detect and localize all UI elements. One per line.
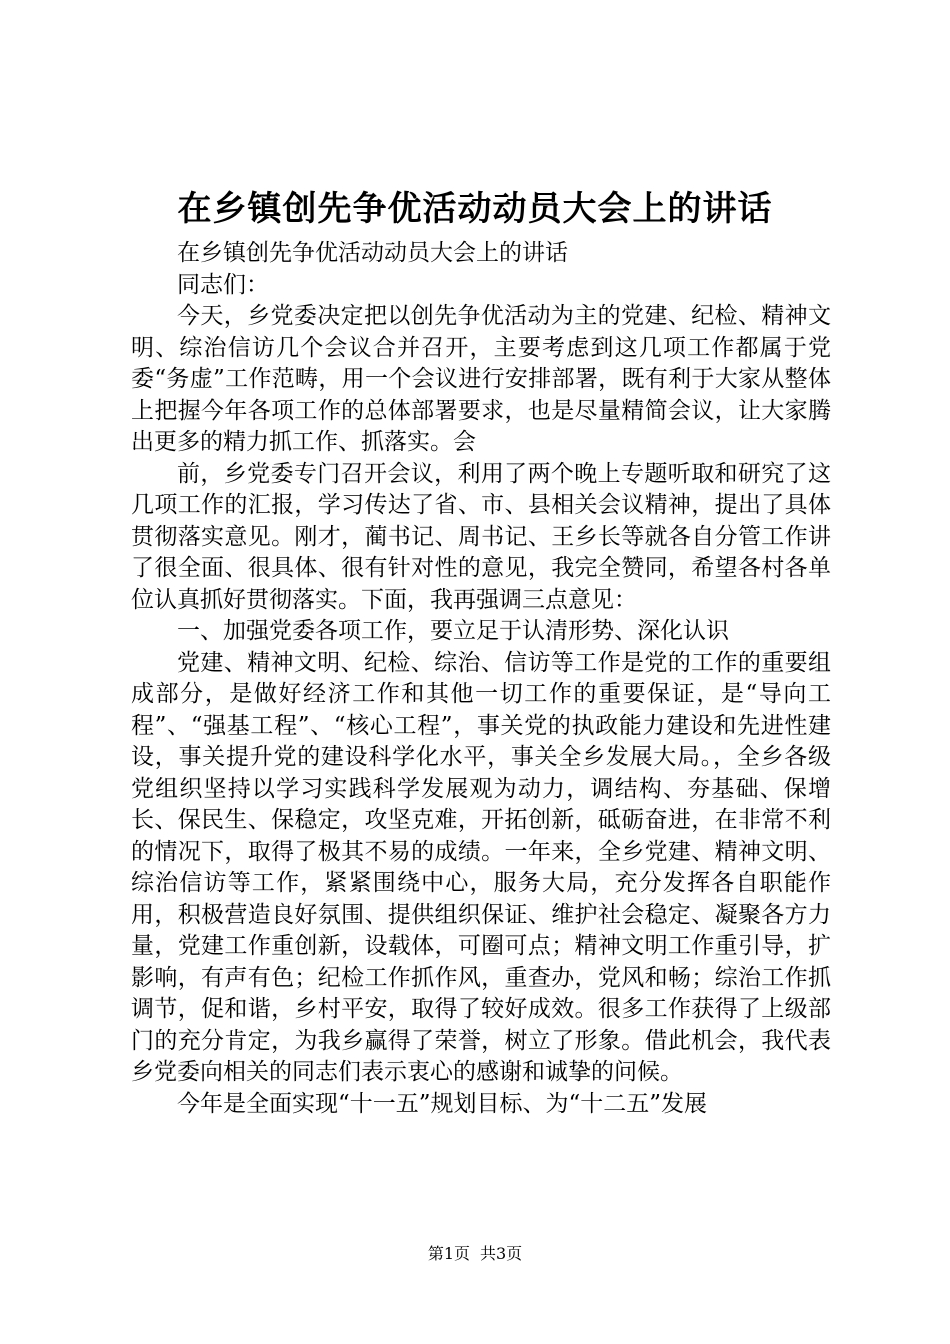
page-total: 共3页 bbox=[480, 1244, 523, 1263]
page-number: 第1页 bbox=[427, 1244, 470, 1263]
body-paragraph: 前，乡党委专门召开会议，利用了两个晚上专题听取和研究了这几项工作的汇报，学习传达了省、市、县相关会议精神，提出了具体贯彻落实意见。刚才，蔺书记、周书记、王乡长等就各自分管工作讲了很全面、很具体、很有针对性的意见，我完全赞同，希望各村各单位认真抓好贯彻落实。下面，我再强调三点意见： bbox=[131, 460, 831, 613]
document-body bbox=[131, 238, 831, 1120]
document-title: 在乡镇创先争优活动动员大会上的讲话 bbox=[177, 189, 773, 229]
body-paragraph: 今天，乡党委决定把以创先争优活动为主的党建、纪检、精神文明、综治信访几个会议合并召开，主要考虑到这几项工作都属于党委“务虚”工作范畴，用一个会议进行安排部署，既有利于大家从整体上把握今年各项工作的总体部署要求，也是尽量精简会议，让大家腾出更多的精力抓工作、抓落实。会 bbox=[131, 303, 831, 455]
body-paragraph: 党建、精神文明、纪检、综治、信访等工作是党的工作的重要组成部分，是做好经济工作和其他一切工作的重要保证，是“导向工程”、“强基工程”、“核心工程”，事关党的执政能力建设和先进性建设，事关提升党的建设科学化水平，事关全乡发展大局。，全乡各级党组织坚持以学习实践科学发展观为动力，调结构、夯基础、保增长、保民生、保稳定，攻坚克难，开拓创新，砥砺奋进，在非常不利的情况下，取得了极其不易的成绩。一年来，全乡党建、精神文明、综治信访等工作，紧紧围绕中心，服务大局，充分发挥各自职能作用，积极营造良好氛围、提供组织保证、维护社会稳定、凝聚各方力量，党建工作重创新，设载体，可圈可点；精神文明工作重引导，扩影响，有声有色；纪检工作抓作风，重查办，党风和畅；综治工作抓调节，促和谐，乡村平安，取得了较好成效。很多工作获得了上级部门的充分肯定，为我乡赢得了荣誉，树立了形象。借此机会，我代表乡党委向相关的同志们表示衷心的感谢和诚挚的问候。 bbox=[131, 649, 831, 1085]
subtitle-paragraph: 在乡镇创先争优活动动员大会上的讲话 bbox=[177, 240, 568, 266]
section-heading: 一、加强党委各项工作，要立足于认清形势、深化认识 bbox=[177, 618, 729, 644]
body-paragraph: 今年是全面实现“十一五”规划目标、为“十二五”发展 bbox=[177, 1090, 708, 1117]
salutation-paragraph: 同志们： bbox=[177, 271, 269, 298]
page-footer bbox=[0, 1243, 950, 1265]
